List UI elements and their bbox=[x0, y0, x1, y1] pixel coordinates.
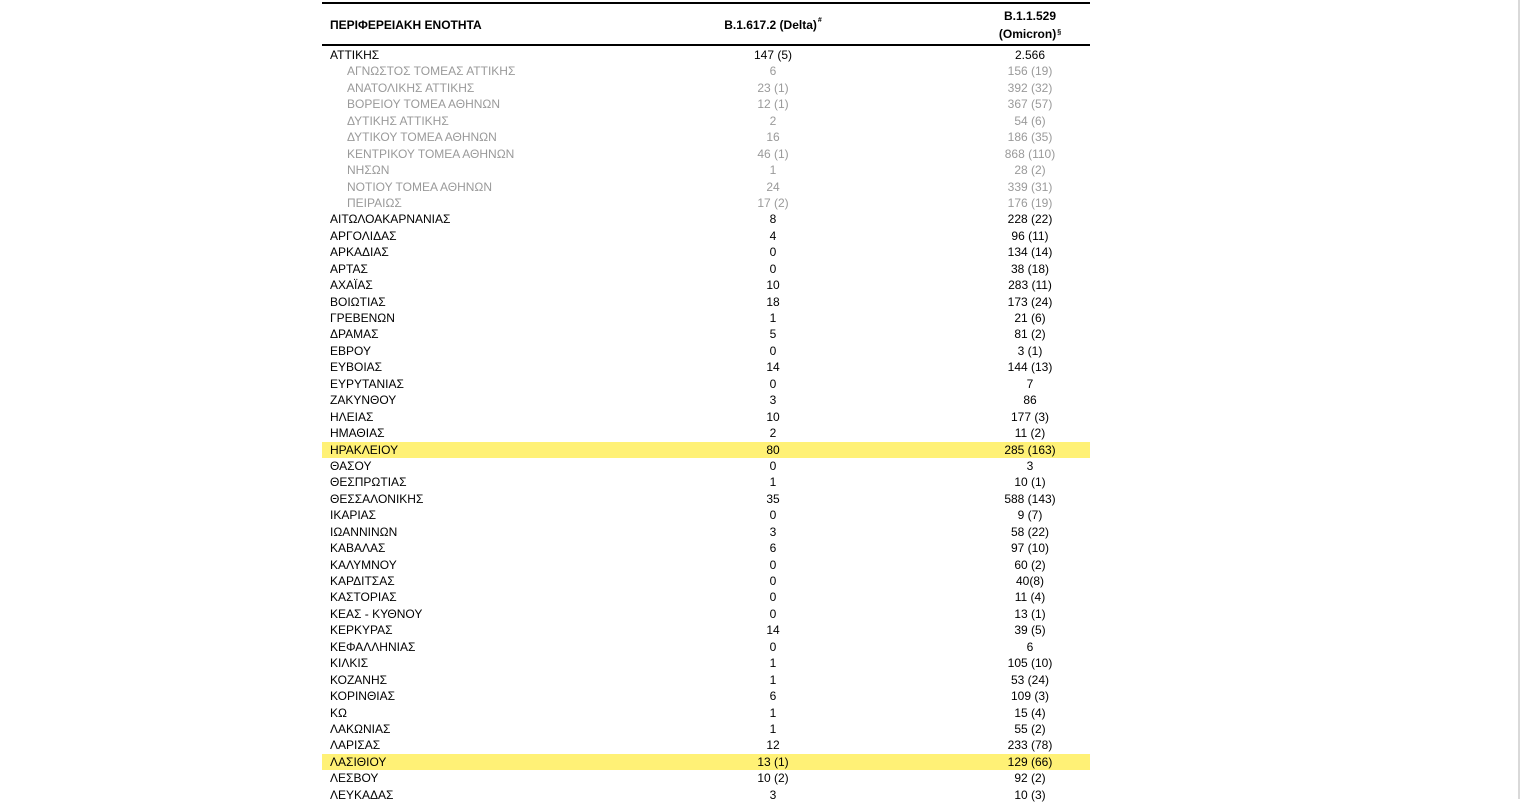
omicron-cell: 58 (22) bbox=[1010, 524, 1050, 539]
delta-cell: 4 bbox=[769, 228, 777, 243]
table-row bbox=[322, 425, 1090, 441]
delta-cell: 1 bbox=[769, 705, 777, 720]
table-row bbox=[322, 343, 1090, 359]
region-cell: ΚΟΖΑΝΗΣ bbox=[330, 672, 388, 687]
header-omicron-line2 bbox=[930, 25, 1130, 43]
delta-cell: 23 (1) bbox=[757, 80, 789, 95]
delta-cell: 24 bbox=[766, 179, 780, 194]
region-cell: ΔΥΤΙΚΗΣ ΑΤΤΙΚΗΣ bbox=[347, 113, 449, 128]
table-row bbox=[322, 524, 1090, 540]
table-row bbox=[322, 639, 1090, 655]
omicron-cell: 134 (14) bbox=[1007, 245, 1053, 260]
delta-cell: 1 bbox=[769, 721, 777, 736]
region-cell: ΚΕΡΚΥΡΑΣ bbox=[330, 623, 393, 638]
table-row bbox=[322, 310, 1090, 326]
table-row bbox=[322, 261, 1090, 277]
delta-cell: 0 bbox=[769, 376, 777, 391]
table-body bbox=[322, 47, 1090, 803]
omicron-cell: 86 bbox=[1023, 393, 1037, 408]
omicron-cell: 9 (7) bbox=[1017, 508, 1043, 523]
delta-cell: 80 bbox=[766, 442, 780, 457]
table-subrow bbox=[322, 195, 1090, 211]
delta-cell: 46 (1) bbox=[757, 146, 789, 161]
delta-cell: 1 bbox=[769, 163, 777, 178]
header-region: ΠΕΡΙΦΕΡΕΙΑΚΗ ΕΝΟΤΗΤΑ bbox=[330, 18, 482, 32]
region-cell: ΛΕΣΒΟΥ bbox=[330, 771, 379, 786]
region-cell: ΑΡΓΟΛΙΔΑΣ bbox=[330, 228, 397, 243]
omicron-cell: 11 (4) bbox=[1014, 590, 1046, 605]
table-header bbox=[322, 4, 1090, 46]
header-omicron-footnote: § bbox=[1057, 29, 1062, 36]
delta-cell: 0 bbox=[769, 639, 777, 654]
omicron-cell: 173 (24) bbox=[1007, 294, 1053, 309]
omicron-cell: 40(8) bbox=[1015, 574, 1044, 588]
table-row bbox=[322, 359, 1090, 375]
delta-cell: 12 bbox=[766, 738, 780, 753]
table-row bbox=[322, 705, 1090, 721]
delta-cell: 0 bbox=[769, 606, 777, 621]
region-cell: ΕΒΡΟΥ bbox=[330, 343, 371, 358]
region-cell: ΚΟΡΙΝΘΙΑΣ bbox=[330, 689, 396, 704]
delta-cell: 1 bbox=[769, 311, 777, 325]
table-row bbox=[322, 228, 1090, 244]
region-cell: ΑΤΤΙΚΗΣ bbox=[330, 48, 380, 62]
omicron-cell: 283 (11) bbox=[1008, 278, 1052, 293]
table-row bbox=[322, 688, 1090, 704]
region-cell: ΑΡΚΑΔΙΑΣ bbox=[330, 245, 389, 260]
omicron-cell: 156 (19) bbox=[1007, 64, 1053, 79]
region-cell: ΔΡΑΜΑΣ bbox=[330, 327, 379, 342]
omicron-cell: 109 (3) bbox=[1010, 689, 1050, 704]
table-row-highlighted bbox=[322, 754, 1090, 770]
header-omicron-line1: B.1.1.529 bbox=[1003, 9, 1057, 23]
header-delta bbox=[668, 18, 878, 32]
omicron-cell: 92 (2) bbox=[1014, 771, 1046, 786]
omicron-cell: 60 (2) bbox=[1014, 557, 1046, 572]
omicron-cell: 868 (110) bbox=[1004, 146, 1056, 161]
delta-cell: 6 bbox=[769, 541, 777, 556]
delta-cell: 14 bbox=[766, 623, 780, 638]
delta-cell: 2 bbox=[769, 426, 777, 441]
delta-cell: 5 bbox=[769, 327, 777, 342]
table-row bbox=[322, 557, 1090, 573]
region-cell: ΚΑΛΥΜΝΟΥ bbox=[330, 557, 397, 572]
omicron-cell: 28 (2) bbox=[1014, 163, 1046, 178]
delta-cell: 12 (1) bbox=[757, 97, 789, 112]
header-delta-label: B.1.617.2 (Delta) bbox=[724, 18, 817, 32]
region-cell: ΚΑΣΤΟΡΙΑΣ bbox=[330, 590, 397, 605]
delta-cell: 6 bbox=[769, 689, 777, 704]
region-cell: ΛΑΣΙΘΙΟΥ bbox=[330, 754, 387, 769]
table-subrow bbox=[322, 113, 1090, 129]
table-row bbox=[322, 491, 1090, 507]
table-row bbox=[322, 277, 1090, 293]
region-cell: ΑΓΝΩΣΤΟΣ ΤΟΜΕΑΣ ΑΤΤΙΚΗΣ bbox=[347, 64, 516, 79]
delta-cell: 1 bbox=[769, 475, 777, 490]
table-row bbox=[322, 47, 1090, 63]
omicron-cell: 7 bbox=[1026, 376, 1034, 391]
region-cell: ΑΧΑΪΑΣ bbox=[330, 278, 373, 293]
omicron-cell: 55 (2) bbox=[1014, 721, 1046, 736]
omicron-cell: 144 (13) bbox=[1007, 360, 1053, 375]
table-row bbox=[322, 655, 1090, 671]
omicron-cell: 392 (32) bbox=[1007, 80, 1053, 95]
table-subrow bbox=[322, 80, 1090, 96]
delta-cell: 0 bbox=[769, 508, 777, 523]
omicron-cell: 233 (78) bbox=[1007, 738, 1053, 753]
delta-cell: 3 bbox=[769, 787, 777, 802]
region-cell: ΕΥΒΟΙΑΣ bbox=[330, 360, 383, 375]
delta-cell: 0 bbox=[769, 574, 777, 588]
region-cell: ΑΡΤΑΣ bbox=[330, 261, 368, 276]
delta-cell: 13 (1) bbox=[757, 754, 789, 769]
header-delta-footnote: # bbox=[817, 17, 822, 24]
region-cell: ΝΗΣΩΝ bbox=[347, 163, 390, 178]
region-cell: ΕΥΡΥΤΑΝΙΑΣ bbox=[330, 376, 404, 391]
omicron-cell: 53 (24) bbox=[1010, 672, 1050, 687]
region-cell: ΗΡΑΚΛΕΙΟΥ bbox=[330, 442, 399, 457]
omicron-cell: 177 (3) bbox=[1010, 409, 1050, 424]
omicron-cell: 10 (3) bbox=[1014, 787, 1046, 802]
delta-cell: 35 bbox=[766, 491, 780, 506]
omicron-cell: 129 (66) bbox=[1007, 754, 1053, 769]
table-row bbox=[322, 244, 1090, 260]
omicron-cell: 176 (19) bbox=[1007, 195, 1053, 210]
table-row bbox=[322, 409, 1090, 425]
table-subrow bbox=[322, 129, 1090, 145]
delta-cell: 0 bbox=[769, 458, 777, 473]
delta-cell: 16 bbox=[766, 130, 780, 145]
delta-cell: 0 bbox=[769, 245, 777, 260]
omicron-cell: 13 (1) bbox=[1014, 606, 1046, 621]
region-cell: ΗΜΑΘΙΑΣ bbox=[330, 426, 385, 441]
region-cell: ΔΥΤΙΚΟΥ ΤΟΜΕΑ ΑΘΗΝΩΝ bbox=[347, 130, 497, 145]
omicron-cell: 38 (18) bbox=[1010, 261, 1050, 276]
omicron-cell: 588 (143) bbox=[1004, 491, 1056, 506]
region-cell: ΑΝΑΤΟΛΙΚΗΣ ΑΤΤΙΚΗΣ bbox=[347, 80, 475, 95]
region-cell: ΘΕΣΣΑΛΟΝΙΚΗΣ bbox=[330, 491, 424, 506]
table-subrow bbox=[322, 162, 1090, 178]
table-row bbox=[322, 721, 1090, 737]
delta-cell: 0 bbox=[769, 343, 777, 358]
table-row bbox=[322, 770, 1090, 786]
table-row bbox=[322, 474, 1090, 490]
region-cell: ΒΟΙΩΤΙΑΣ bbox=[330, 294, 386, 309]
region-cell: ΑΙΤΩΛΟΑΚΑΡΝΑΝΙΑΣ bbox=[330, 212, 451, 227]
delta-cell: 6 bbox=[769, 64, 777, 79]
delta-cell: 0 bbox=[769, 261, 777, 276]
region-cell: ΖΑΚΥΝΘΟΥ bbox=[330, 393, 397, 408]
table-row bbox=[322, 458, 1090, 474]
omicron-cell: 285 (163) bbox=[1004, 442, 1056, 457]
delta-cell: 147 (5) bbox=[753, 48, 793, 62]
table-row bbox=[322, 326, 1090, 342]
table-row bbox=[322, 540, 1090, 556]
delta-cell: 1 bbox=[769, 672, 777, 687]
table-row bbox=[322, 376, 1090, 392]
header-omicron bbox=[930, 7, 1130, 43]
delta-cell: 17 (2) bbox=[757, 195, 789, 210]
delta-cell: 0 bbox=[769, 590, 777, 605]
table-subrow bbox=[322, 146, 1090, 162]
region-cell: ΚΕΦΑΛΛΗΝΙΑΣ bbox=[330, 639, 416, 654]
omicron-cell: 96 (11) bbox=[1011, 228, 1049, 243]
table-row bbox=[322, 392, 1090, 408]
region-cell: ΚΑΒΑΛΑΣ bbox=[330, 541, 386, 556]
region-cell: ΛΑΡΙΣΑΣ bbox=[330, 738, 381, 753]
omicron-cell: 105 (10) bbox=[1007, 656, 1053, 671]
region-cell: ΠΕΙΡΑΙΩΣ bbox=[347, 195, 402, 210]
table-row bbox=[322, 787, 1090, 803]
region-cell: ΚΕΝΤΡΙΚΟΥ ΤΟΜΕΑ ΑΘΗΝΩΝ bbox=[347, 146, 515, 161]
table-row bbox=[322, 589, 1090, 605]
table-row bbox=[322, 606, 1090, 622]
omicron-cell: 15 (4) bbox=[1014, 705, 1046, 720]
region-cell: ΒΟΡΕΙΟΥ ΤΟΜΕΑ ΑΘΗΝΩΝ bbox=[347, 97, 501, 112]
omicron-cell: 11 (2) bbox=[1014, 426, 1046, 441]
table-subrow bbox=[322, 179, 1090, 195]
omicron-cell: 54 (6) bbox=[1014, 113, 1046, 128]
table-subrow bbox=[322, 63, 1090, 79]
region-cell: ΚΑΡΔΙΤΣΑΣ bbox=[330, 574, 395, 588]
table-row bbox=[322, 622, 1090, 638]
omicron-cell: 186 (35) bbox=[1007, 130, 1053, 145]
region-cell: ΚΙΛΚΙΣ bbox=[330, 656, 369, 671]
omicron-cell: 2.566 bbox=[1014, 48, 1046, 62]
table-subrow bbox=[322, 96, 1090, 112]
variant-cases-table bbox=[322, 2, 1090, 803]
table-row bbox=[322, 737, 1090, 753]
delta-cell: 10 (2) bbox=[757, 771, 789, 786]
delta-cell: 3 bbox=[769, 524, 777, 539]
table-row bbox=[322, 507, 1090, 523]
region-cell: ΓΡΕΒΕΝΩΝ bbox=[330, 311, 395, 325]
omicron-cell: 228 (22) bbox=[1007, 212, 1053, 227]
omicron-cell: 10 (1) bbox=[1014, 475, 1046, 490]
delta-cell: 14 bbox=[766, 360, 780, 375]
delta-cell: 10 bbox=[766, 409, 780, 424]
region-cell: ΙΩΑΝΝΙΝΩΝ bbox=[330, 524, 398, 539]
header-omicron-label: (Omicron) bbox=[998, 27, 1057, 41]
table-row bbox=[322, 294, 1090, 310]
table-row-highlighted bbox=[322, 442, 1090, 458]
delta-cell: 2 bbox=[769, 113, 777, 128]
omicron-cell: 3 bbox=[1026, 458, 1034, 473]
omicron-cell: 3 (1) bbox=[1017, 343, 1043, 358]
delta-cell: 0 bbox=[769, 557, 777, 572]
omicron-cell: 367 (57) bbox=[1007, 97, 1053, 112]
omicron-cell: 21 (6) bbox=[1014, 311, 1046, 325]
region-cell: ΚΕΑΣ - ΚΥΘΝΟΥ bbox=[330, 606, 423, 621]
delta-cell: 1 bbox=[769, 656, 777, 671]
region-cell: ΚΩ bbox=[330, 705, 347, 720]
region-cell: ΘΑΣΟΥ bbox=[330, 458, 372, 473]
table-row bbox=[322, 672, 1090, 688]
region-cell: ΛΕΥΚΑΔΑΣ bbox=[330, 787, 394, 802]
table-row bbox=[322, 211, 1090, 227]
delta-cell: 10 bbox=[766, 278, 780, 293]
region-cell: ΝΟΤΙΟΥ ΤΟΜΕΑ ΑΘΗΝΩΝ bbox=[347, 179, 493, 194]
delta-cell: 8 bbox=[769, 212, 777, 227]
omicron-cell: 339 (31) bbox=[1007, 179, 1053, 194]
omicron-cell: 97 (10) bbox=[1010, 541, 1050, 556]
delta-cell: 3 bbox=[769, 393, 777, 408]
region-cell: ΛΑΚΩΝΙΑΣ bbox=[330, 721, 391, 736]
region-cell: ΙΚΑΡΙΑΣ bbox=[330, 508, 377, 523]
omicron-cell: 81 (2) bbox=[1014, 327, 1046, 342]
region-cell: ΗΛΕΙΑΣ bbox=[330, 409, 374, 424]
delta-cell: 18 bbox=[766, 294, 780, 309]
omicron-cell: 39 (5) bbox=[1014, 623, 1046, 638]
omicron-cell: 6 bbox=[1026, 639, 1034, 654]
table-row bbox=[322, 573, 1090, 589]
region-cell: ΘΕΣΠΡΩΤΙΑΣ bbox=[330, 475, 407, 490]
